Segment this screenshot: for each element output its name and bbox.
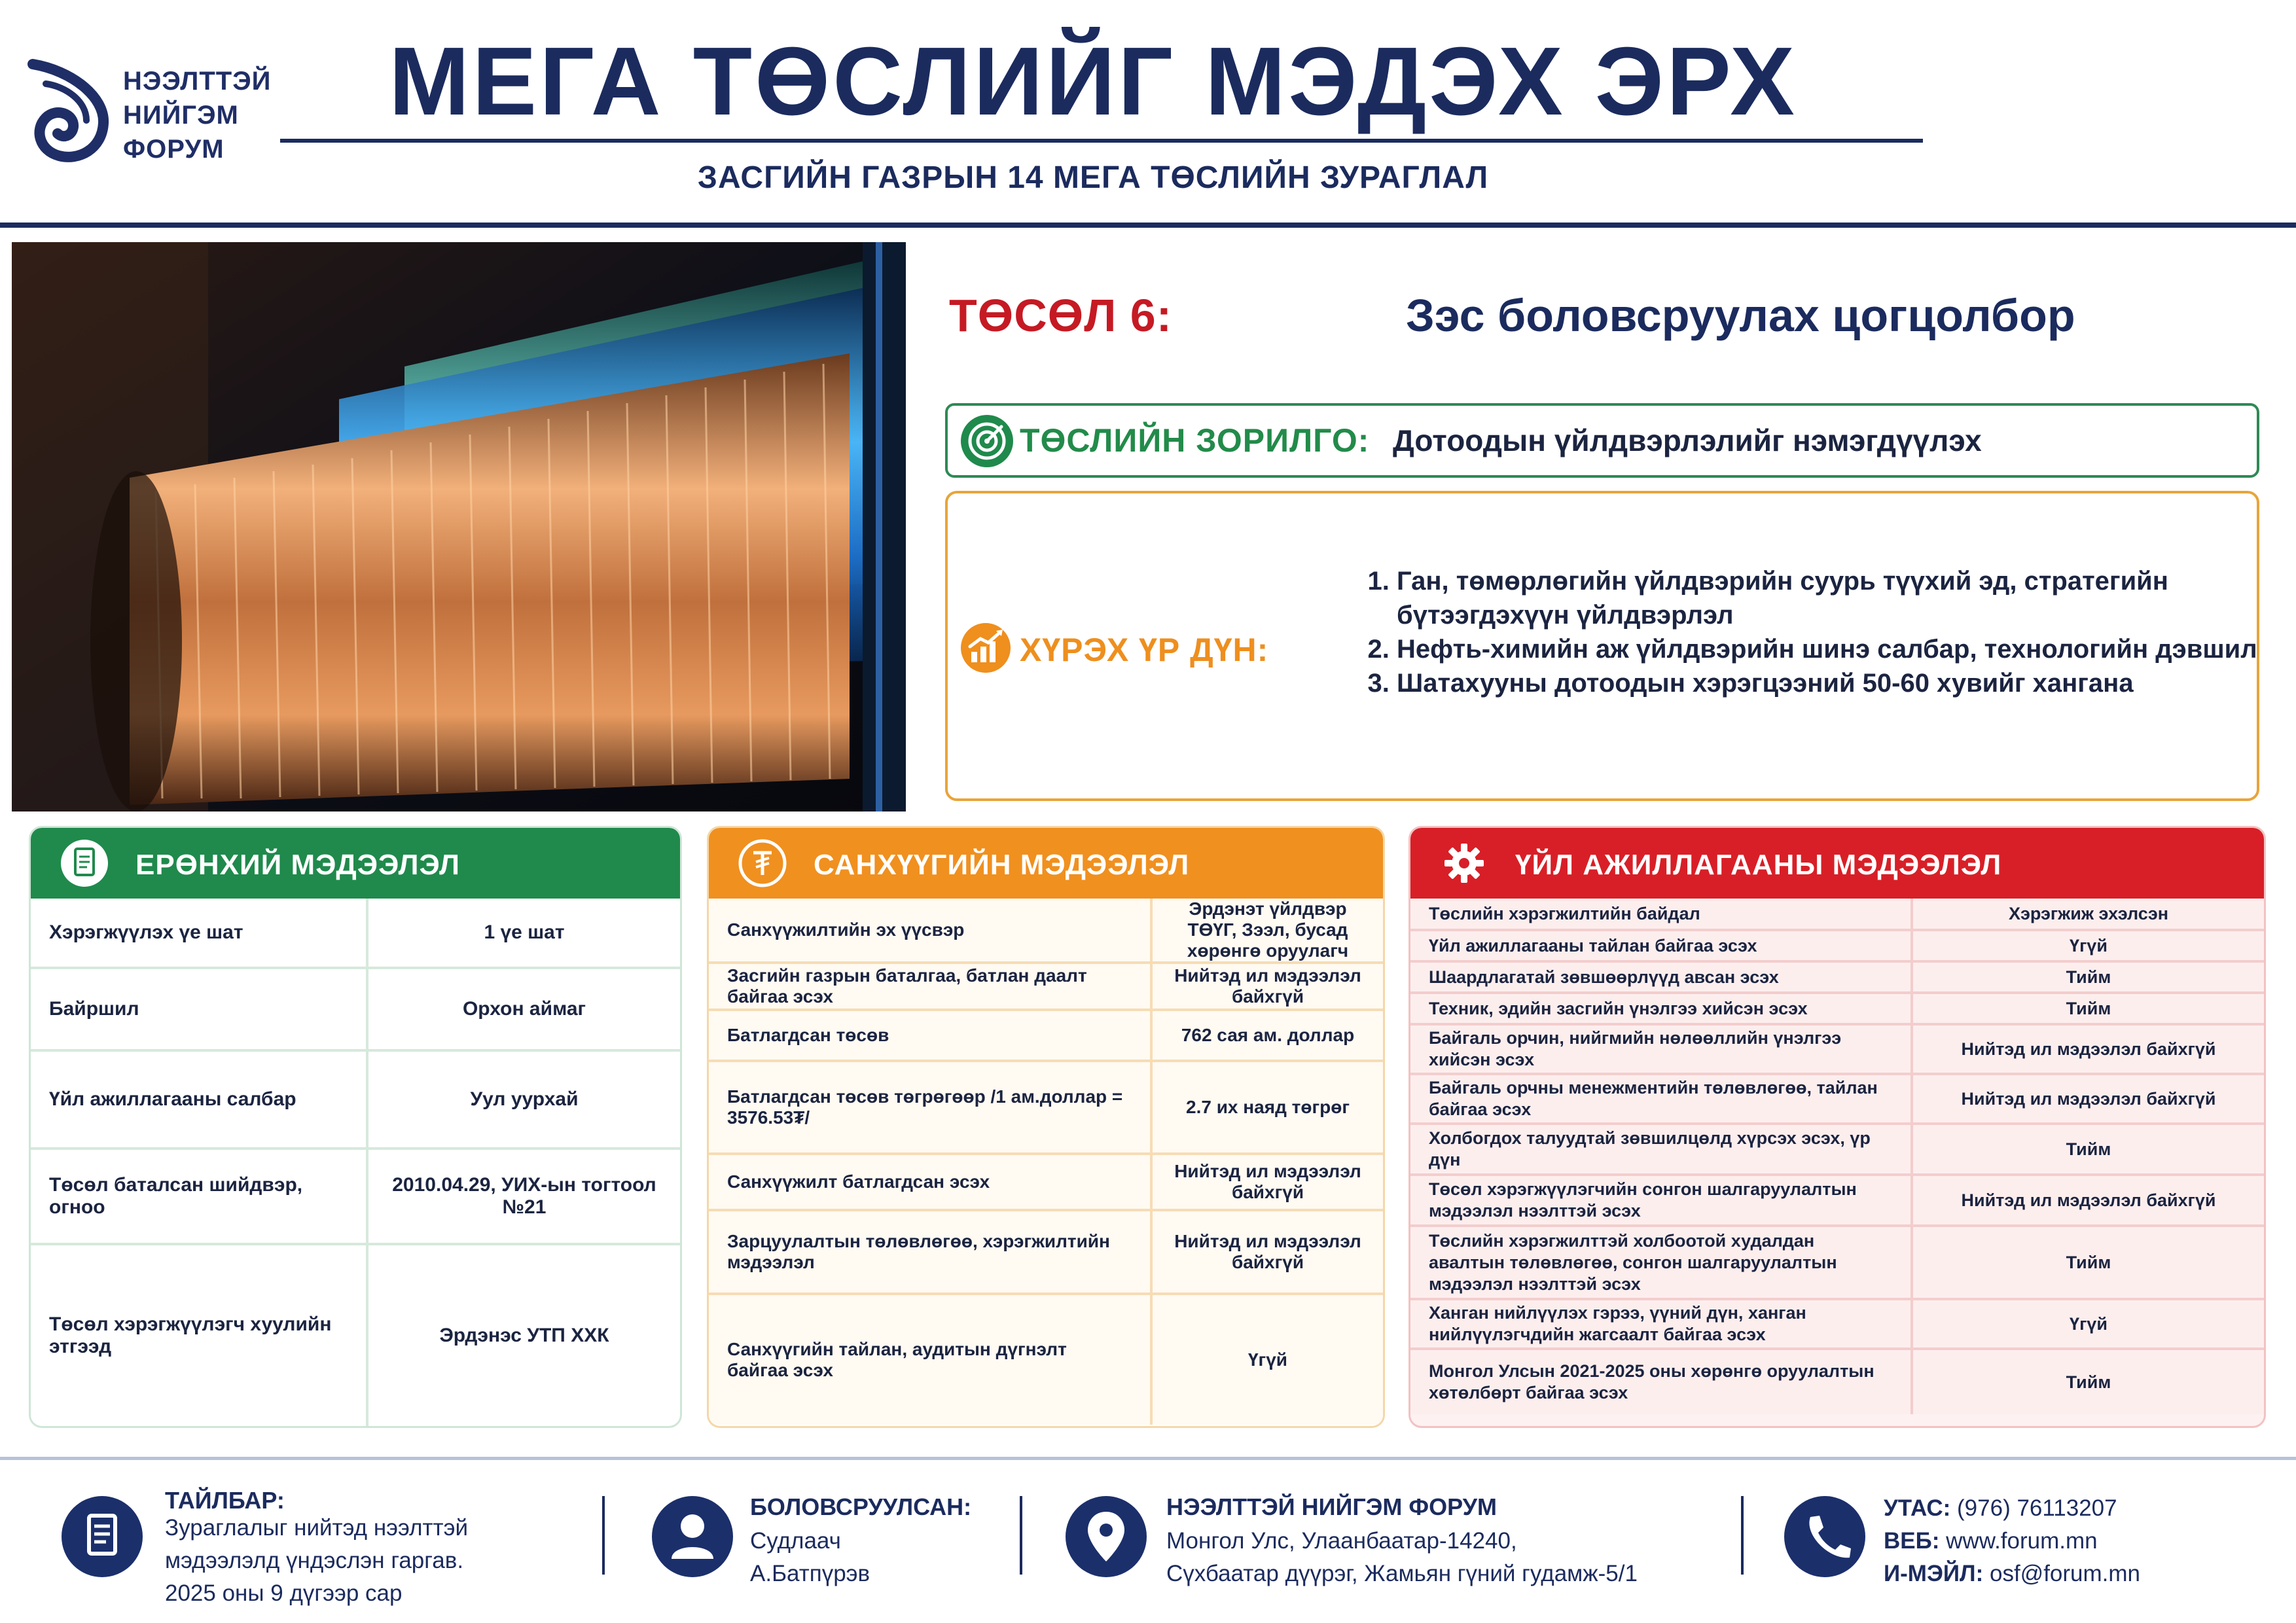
growth-chart-icon	[960, 622, 1012, 674]
result-label: ХҮРЭХ ҮР ДҮН:	[1020, 632, 1269, 668]
finance-info-header	[709, 828, 1383, 899]
contact-info	[1884, 1492, 2140, 1590]
operations-info-panel	[1408, 826, 2266, 1428]
phone-label: УТАС:	[1884, 1495, 1951, 1521]
row-label: Хэрэгжүүлэх үе шат	[31, 899, 367, 968]
row-label: Холбогдох талуудтай зөвшилцөлд хүрсэх эсэх, үр дүн	[1410, 1124, 1912, 1175]
goal-label: ТӨСЛИЙН ЗОРИЛГО:	[1020, 422, 1370, 459]
row-label: Байршил	[31, 968, 367, 1050]
row-label: Төсөл хэрэгжүүлэгч хуулийн этгээд	[31, 1244, 367, 1426]
table-row	[1410, 1299, 2264, 1349]
operations-info-title: ҮЙЛ АЖИЛЛАГААНЫ МЭДЭЭЛЭЛ	[1515, 849, 2002, 881]
table-row	[31, 899, 680, 968]
table-row	[1410, 1024, 2264, 1074]
general-info-panel	[29, 826, 682, 1428]
goal-text: Дотоодын үйлдвэрлэлийг нэмэгдүүлэх	[1393, 423, 1982, 457]
result-item: 1. Ган, төмөрлөгийн үйлдвэрийн суурь түүхий эд, стратегийн бүтээгдэхүүн үйлдвэрлэл	[1397, 564, 2261, 632]
phone-icon	[1784, 1496, 1865, 1577]
target-icon	[960, 414, 1014, 469]
row-label: Байгаль орчны менежментийн төлөвлөгөө, тайлан байгаа эсэх	[1410, 1074, 1912, 1124]
row-value: Нийтэд ил мэдээлэл байхгүй	[1912, 1024, 2264, 1074]
project-name: Зэс боловсруулах цогцолбор	[1406, 290, 2075, 341]
table-row	[709, 899, 1383, 963]
location-pin-icon	[1066, 1496, 1147, 1577]
row-value: Нийтэд ил мэдээлэл байхгүй	[1151, 1210, 1383, 1294]
finance-info-panel	[707, 826, 1385, 1428]
prepared-line: А.Батпүрэв	[750, 1561, 870, 1586]
row-value: Үгүй	[1151, 1294, 1383, 1425]
header-divider	[0, 223, 2296, 228]
table-row	[709, 1010, 1383, 1061]
table-row	[31, 1149, 680, 1244]
general-info-title: ЕРӨНХИЙ МЭДЭЭЛЭЛ	[135, 849, 461, 881]
copper-wire-photo	[12, 242, 906, 812]
phone-row	[1884, 1492, 2140, 1525]
table-row	[709, 1154, 1383, 1210]
row-value: Тийм	[1912, 1226, 2264, 1299]
prepared-title: БОЛОВСРУУЛСАН:	[750, 1493, 972, 1520]
table-row	[1410, 1349, 2264, 1414]
row-value: Орхон аймаг	[367, 968, 680, 1050]
footer-separator	[602, 1496, 605, 1575]
table-row	[1410, 1226, 2264, 1299]
row-label: Санхүүжилт батлагдсан эсэх	[709, 1154, 1151, 1210]
row-label: Үйл ажиллагааны тайлан байгаа эсэх	[1410, 930, 1912, 961]
table-row	[31, 1244, 680, 1426]
footer-divider	[0, 1457, 2296, 1460]
row-label: Монгол Улсын 2021-2025 оны хөрөнгө оруулалтын хөтөлбөрт байгаа эсэх	[1410, 1349, 1912, 1414]
row-label: Батлагдсан төсөв	[709, 1010, 1151, 1061]
page-title: МЕГА ТӨСЛИЙГ МЭДЭХ ЭРХ	[389, 27, 1797, 135]
general-info-header	[31, 828, 680, 899]
table-row	[1410, 961, 2264, 993]
note-document-icon	[62, 1496, 143, 1577]
general-info-table	[31, 899, 680, 1426]
row-value: Тийм	[1912, 993, 2264, 1024]
row-value: 762 сая ам. доллар	[1151, 1010, 1383, 1061]
row-label: Батлагдсан төсөв төгрөгөөр /1 ам.доллар = 3576.53₮/	[709, 1061, 1151, 1154]
result-list	[1368, 564, 2261, 700]
footer-separator	[1741, 1496, 1744, 1575]
row-value: Эрдэнэс УТП ХХК	[439, 1325, 609, 1346]
row-label: Засгийн газрын баталгаа, батлан даалт байгаа эсэх	[709, 963, 1151, 1010]
table-row	[31, 968, 680, 1050]
phone-value: (976) 76113207	[1957, 1495, 2117, 1521]
result-item: 3. Шатахууны дотоодын хэрэгцээний 50-60 хувийг хангана	[1397, 666, 2261, 700]
table-row	[709, 1061, 1383, 1154]
row-value: Үгүй	[1912, 930, 2264, 961]
email-link[interactable]: osf@forum.mn	[1989, 1561, 2141, 1586]
table-row	[1410, 899, 2264, 930]
table-row	[709, 963, 1383, 1010]
logo-line-2: НИЙГЭМ	[123, 101, 239, 130]
note-title: ТАЙЛБАР:	[165, 1487, 285, 1514]
row-value: Нийтэд ил мэдээлэл байхгүй	[1151, 1154, 1383, 1210]
table-row	[31, 1050, 680, 1149]
web-label: ВЕБ:	[1884, 1528, 1940, 1554]
row-value: Тийм	[1912, 1124, 2264, 1175]
email-row	[1884, 1558, 2140, 1590]
row-label: Санхүүгийн тайлан, аудитын дүгнэлт байгаа эсэх	[709, 1294, 1151, 1425]
row-label: Төслийн хэрэгжилттэй холбоотой худалдан авалтын төлөвлөгөө, сонгон шалгаруулалтын мэдээлэл нээлттэй эсэх	[1410, 1226, 1912, 1299]
table-row	[1410, 1074, 2264, 1124]
note-line: мэдээлэлд үндэслэн гаргав.	[165, 1548, 464, 1573]
table-row	[709, 1294, 1383, 1425]
email-label: И-МЭЙЛ:	[1884, 1561, 1984, 1586]
row-label: Санхүүжилтийн эх үүсвэр	[709, 899, 1151, 963]
table-row	[1410, 1175, 2264, 1226]
document-icon	[60, 838, 109, 888]
row-value: Уул уурхай	[367, 1050, 680, 1149]
row-label: Техник, эдийн засгийн үнэлгээ хийсэн эсэх	[1410, 993, 1912, 1024]
org-title: НЭЭЛТТЭЙ НИЙГЭМ ФОРУМ	[1166, 1493, 1497, 1520]
web-link[interactable]: www.forum.mn	[1946, 1528, 2098, 1554]
address-line: Сүхбаатар дүүрэг, Жамьян гүний гудамж-5/1	[1166, 1561, 1638, 1586]
row-label: Шаардлагатай зөвшөөрлүүд авсан эсэх	[1410, 961, 1912, 993]
prepared-text	[750, 1525, 870, 1590]
logo-line-1: НЭЭЛТТЭЙ	[123, 67, 272, 96]
row-value: 2.7 их наяд төгрөг	[1151, 1061, 1383, 1154]
tugrik-coin-icon	[738, 838, 787, 888]
operations-info-header	[1410, 828, 2264, 899]
table-row	[1410, 993, 2264, 1024]
row-label: Төслийн хэрэгжилтийн байдал	[1410, 899, 1912, 930]
org-address	[1166, 1525, 1638, 1590]
result-item: 2. Нефть-химийн аж үйлдвэрийн шинэ салбар, технологийн дэвшил	[1397, 632, 2261, 666]
row-value: 1 үе шат	[367, 899, 680, 968]
note-line: Зураглалыг нийтэд нээлттэй	[165, 1515, 468, 1541]
table-row	[1410, 930, 2264, 961]
row-value: Нийтэд ил мэдээлэл байхгүй	[1912, 1175, 2264, 1226]
operations-info-table	[1410, 899, 2264, 1414]
note-line: 2025 оны 9 дүгээр сар	[165, 1580, 403, 1606]
row-value: Тийм	[1912, 961, 2264, 993]
address-line: Монгол Улс, Улаанбаатар-14240,	[1166, 1528, 1517, 1554]
row-label: Үйл ажиллагааны салбар	[31, 1050, 367, 1149]
prepared-line: Судлаач	[750, 1528, 841, 1554]
row-value: Тийм	[1912, 1349, 2264, 1414]
row-label: Төсөл баталсан шийдвэр, огноо	[31, 1149, 367, 1244]
project-number: ТӨСӨЛ 6:	[949, 290, 1173, 341]
page-subtitle: ЗАСГИЙН ГАЗРЫН 14 МЕГА ТӨСЛИЙН ЗУРАГЛАЛ	[697, 160, 1489, 195]
row-value: Нийтэд ил мэдээлэл байхгүй	[1912, 1074, 2264, 1124]
finance-info-title: САНХҮҮГИЙН МЭДЭЭЛЭЛ	[814, 849, 1190, 881]
table-row	[1410, 1124, 2264, 1175]
row-label: Төсөл хэрэгжүүлэгчийн сонгон шалгаруулалтын мэдээлэл нээлттэй эсэх	[1410, 1175, 1912, 1226]
note-text	[165, 1512, 468, 1610]
logo-line-3: ФОРУМ	[123, 135, 224, 164]
row-value: Хэрэгжиж эхэлсэн	[1912, 899, 2264, 930]
row-value: 2010.04.29, УИХ-ын тогтоол №21	[367, 1149, 680, 1244]
person-icon	[652, 1496, 733, 1577]
footer-separator	[1020, 1496, 1022, 1575]
row-value: Үгүй	[1912, 1299, 2264, 1349]
row-label: Зарцуулалтын төлөвлөгөө, хэрэгжилтийн мэдээлэл	[709, 1210, 1151, 1294]
finance-info-table	[709, 899, 1383, 1425]
table-row	[709, 1210, 1383, 1294]
web-row	[1884, 1525, 2140, 1558]
row-label: Байгаль орчин, нийгмийн нөлөөллийн үнэлгээ хийсэн эсэх	[1410, 1024, 1912, 1074]
row-value: Эрдэнэт үйлдвэр ТӨҮГ, Зээл, бусад хөрөнгө оруулагч	[1151, 899, 1383, 963]
row-value: Нийтэд ил мэдээлэл байхгүй	[1151, 963, 1383, 1010]
row-label: Ханган нийлүүлэх гэрээ, үүний дүн, ханган нийлүүлэгчдийн жагсаалт байгаа эсэх	[1410, 1299, 1912, 1349]
gear-icon	[1439, 838, 1489, 888]
title-underline	[280, 139, 1923, 143]
